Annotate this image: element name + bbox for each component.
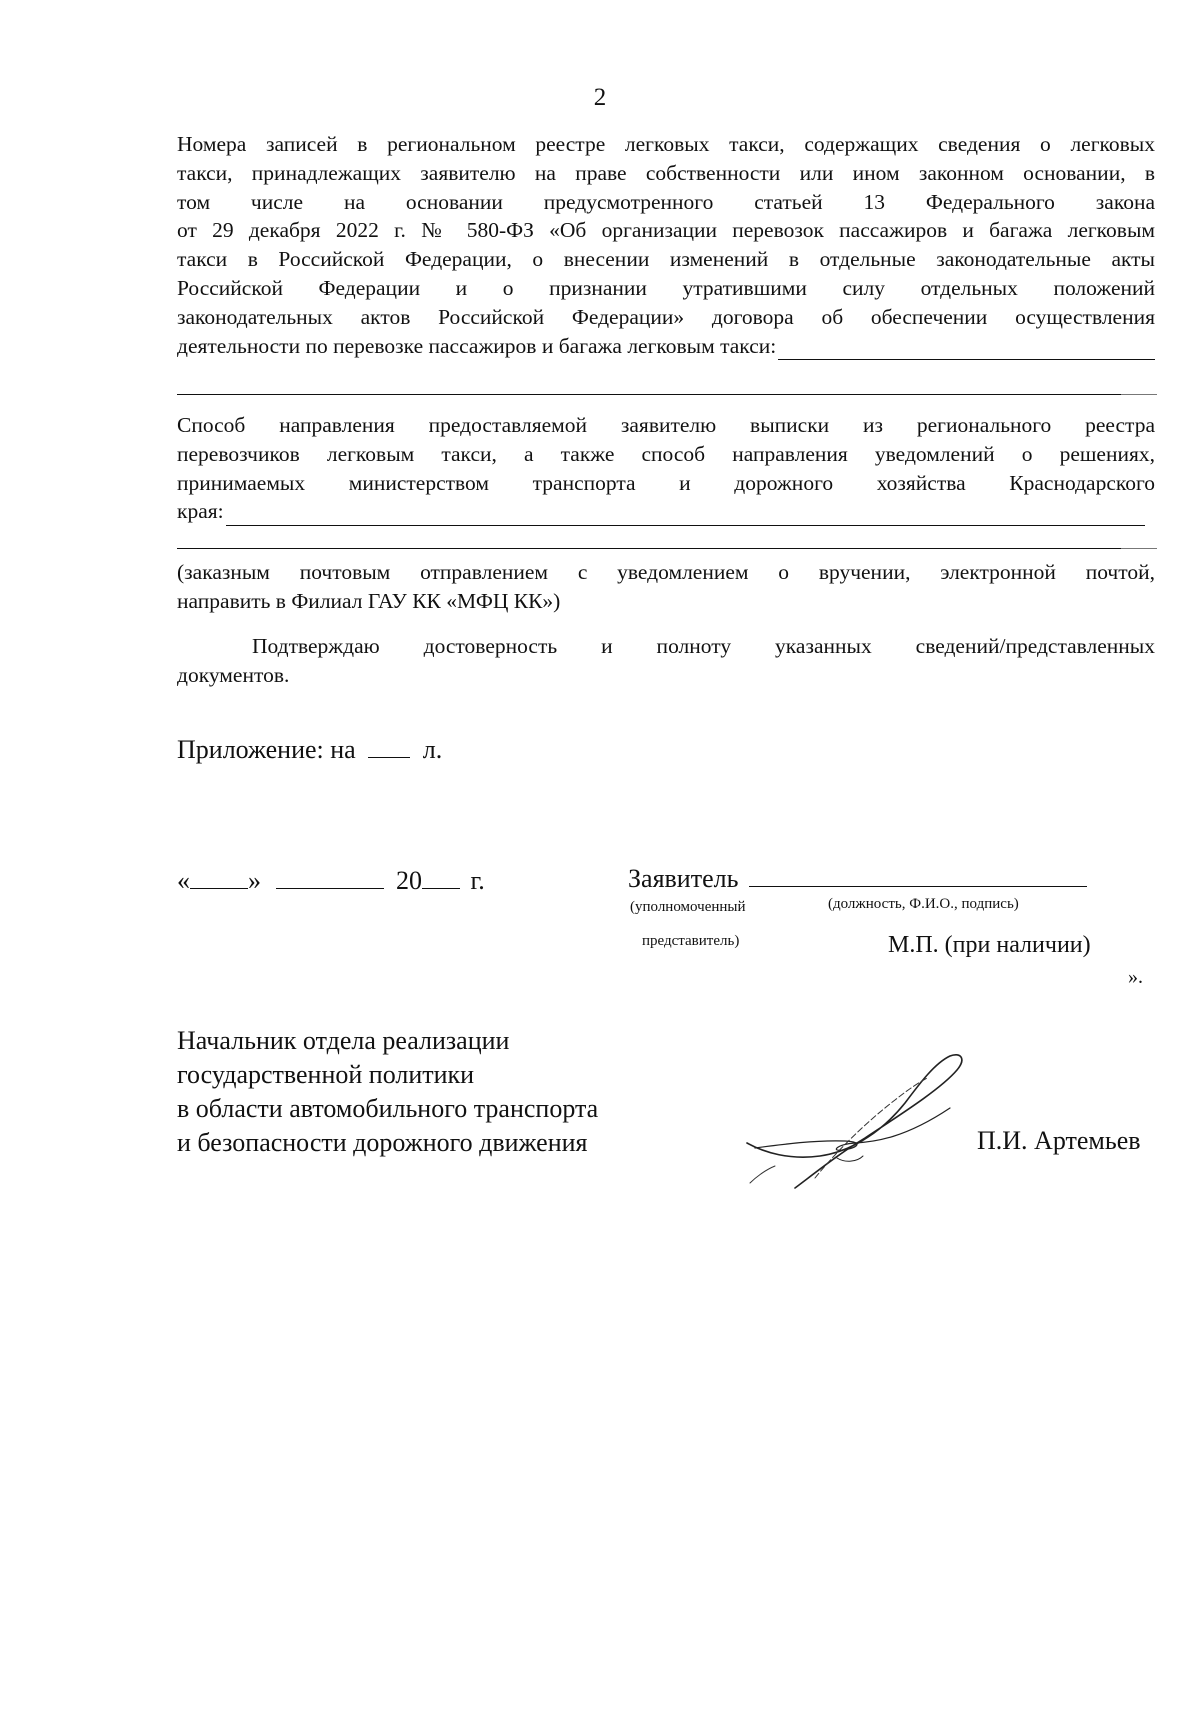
applicant-line	[628, 864, 1087, 894]
text-line: перевозчиков легковым такси, а также способ направления уведомлений о решениях,	[177, 441, 1155, 466]
position-line: в области автомобильного транспорта	[177, 1094, 599, 1123]
text-line-label: деятельности по перевозке пассажиров и багажа легковым такси:	[177, 333, 777, 358]
applicant-hint-left-2: представитель)	[642, 933, 740, 949]
delivery-method-field[interactable]	[226, 505, 1145, 526]
text-line: такси, принадлежащих заявителю на праве собственности или ином законном основании, в	[177, 160, 1155, 185]
day-field[interactable]	[190, 866, 248, 889]
signatory-name: П.И. Артемьев	[977, 1126, 1141, 1155]
appendix-suffix: л.	[422, 735, 443, 764]
appendix-label: Приложение: на	[177, 735, 356, 764]
text-line: законодательных актов Российской Федерации» договора об обеспечении осуществления	[177, 304, 1155, 329]
confirmation-paragraph	[177, 632, 1155, 690]
position-line: государственной политики	[177, 1060, 475, 1089]
appendix-pages-field[interactable]	[368, 735, 410, 758]
handwritten-signature	[745, 1048, 975, 1198]
date-open-quote: «	[177, 866, 190, 895]
applicant-hint-right: (должность, Ф.И.О., подпись)	[828, 896, 1019, 912]
month-field[interactable]	[276, 866, 384, 889]
applicant-label: Заявитель	[628, 864, 739, 893]
applicant-hint-left: (уполномоченный	[630, 899, 746, 915]
text-line: документов.	[177, 662, 290, 687]
appendix-line	[177, 735, 442, 765]
applicant-signature-field[interactable]	[749, 864, 1087, 887]
registry-numbers-field-continuation[interactable]	[177, 394, 1155, 395]
delivery-method-field-continuation[interactable]	[177, 548, 1155, 549]
text-line: принимаемых министерством транспорта и дорожного хозяйства Краснодарского	[177, 470, 1155, 495]
text-line: Подтверждаю достоверность и полноту указанных сведений/представленных	[252, 634, 1155, 658]
position-line: и безопасности дорожного движения	[177, 1128, 588, 1157]
year-suffix: г.	[470, 866, 485, 895]
closing-quote: ».	[1128, 966, 1143, 988]
signatory-position	[177, 1024, 598, 1160]
delivery-method-paragraph	[177, 411, 1155, 526]
text-line: Способ направления предоставляемой заявителю выписки из регионального реестра	[177, 413, 1155, 437]
delivery-options-hint	[177, 558, 1155, 616]
stamp-label: М.П. (при наличии)	[888, 932, 1091, 958]
text-line	[177, 497, 1155, 526]
text-line: от 29 декабря 2022 г. № 580-ФЗ «Об организации перевозок пассажиров и багажа легковым	[177, 218, 1155, 243]
text-line: (заказным почтовым отправлением с уведомлением о вручении, электронной почтой,	[177, 560, 1155, 584]
page-number: 2	[593, 84, 607, 111]
text-line: Номера записей в региональном реестре легковых такси, содержащих сведения о легковых	[177, 132, 1155, 156]
text-line: Российской Федерации и о признании утратившими силу отдельных положений	[177, 275, 1155, 300]
date-line	[177, 866, 485, 896]
text-line	[177, 332, 1155, 361]
text-line-label: края:	[177, 499, 224, 524]
year-field[interactable]	[422, 866, 460, 889]
text-line: том числе на основании предусмотренного статьей 13 Федерального закона	[177, 189, 1155, 214]
registry-numbers-field[interactable]	[778, 339, 1155, 360]
taxi-registry-paragraph	[177, 130, 1155, 360]
year-prefix: 20	[396, 866, 422, 895]
text-line: направить в Филиал ГАУ КК «МФЦ КК»)	[177, 588, 561, 613]
date-close-quote: »	[248, 866, 261, 895]
text-line: такси в Российской Федерации, о внесении изменений в отдельные законодательные акты	[177, 247, 1155, 272]
position-line: Начальник отдела реализации	[177, 1026, 510, 1055]
